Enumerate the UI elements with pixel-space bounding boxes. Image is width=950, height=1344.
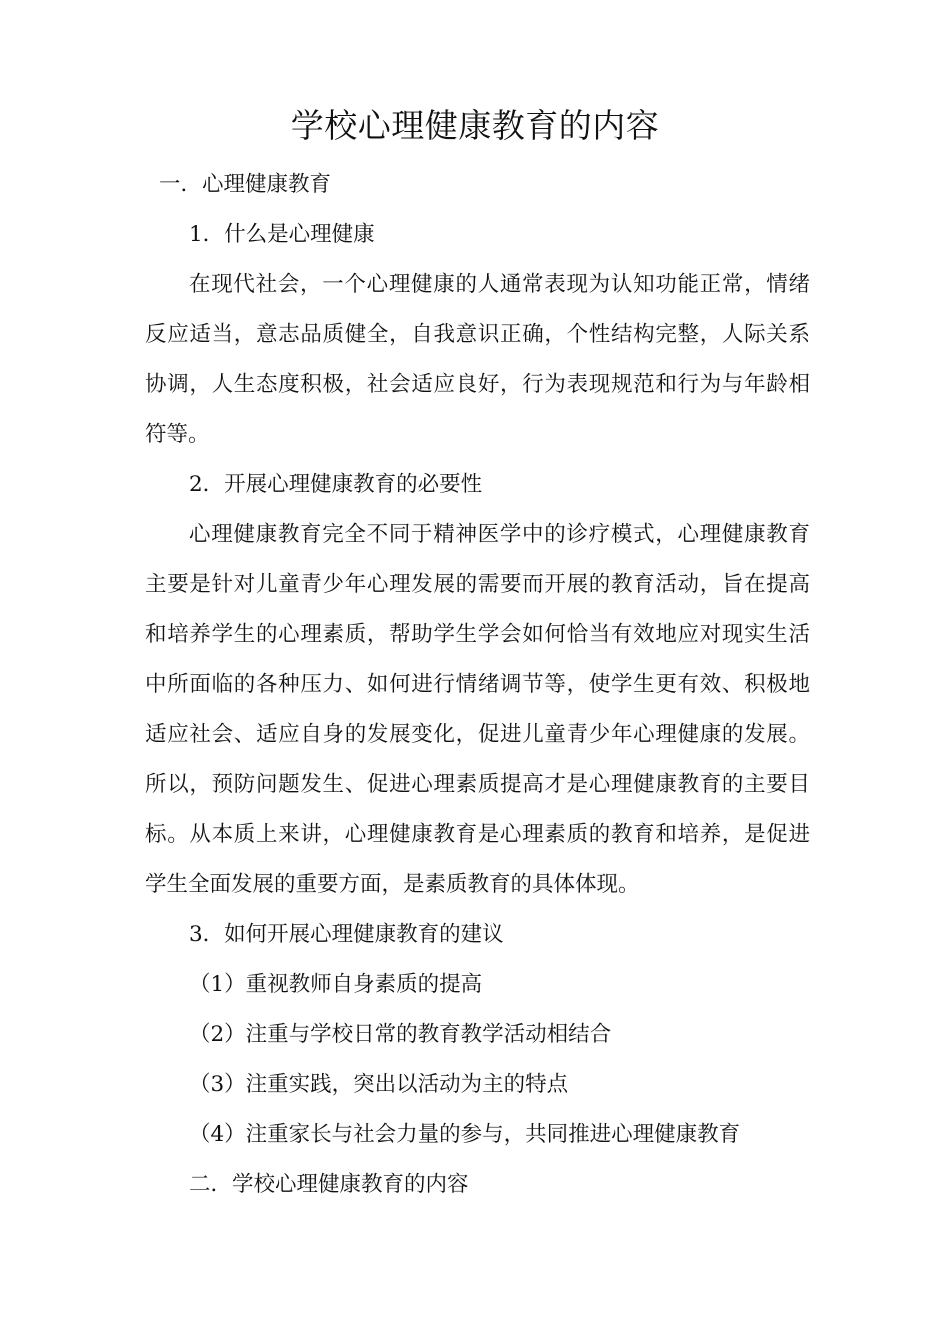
list-item: （4）注重家长与社会力量的参与，共同推进心理健康教育	[189, 1122, 741, 1147]
subsection-heading-1: 1．什么是心理健康	[189, 222, 375, 247]
subsection-heading-2: 2．开展心理健康教育的必要性	[189, 472, 483, 497]
list-item: （1）重视教师自身素质的提高	[189, 972, 483, 997]
list-item: （2）注重与学校日常的教育教学活动相结合	[189, 1022, 612, 1047]
paragraph-necessity: 心理健康教育完全不同于精神医学中的诊疗模式，心理健康教育主要是针对儿童青少年心理发展的需要而开展的教育活动，旨在提高和培养学生的心理素质，帮助学生学会如何恰当有效地应对现实生活中所面临的各种压力、如何进行情绪调节等，使学生更有效、积极地适应社会、适应自身的发展变化，促进儿童青少年心理健康的发展。所以，预防问题发生、促进心理素质提高才是心理健康教育的主要目标。从本质上来讲，心理健康教育是心理素质的教育和培养，是促进学生全面发展的重要方面，是素质教育的具体体现。	[145, 522, 810, 897]
document-title: 学校心理健康教育的内容	[290, 106, 660, 145]
section-heading-1: 一．心理健康教育	[159, 172, 332, 197]
paragraph-mental-health-definition: 在现代社会，一个心理健康的人通常表现为认知功能正常，情绪反应适当，意志品质健全，自我意识正确，个性结构完整，人际关系协调，人生态度积极，社会适应良好，行为表现规范和行为与年龄相符等。	[145, 272, 810, 447]
subsection-heading-3: 3．如何开展心理健康教育的建议	[189, 922, 504, 947]
list-item: （3）注重实践，突出以活动为主的特点	[189, 1072, 569, 1097]
document-body	[145, 160, 810, 1210]
section-heading-2: 二．学校心理健康教育的内容	[189, 1172, 469, 1197]
